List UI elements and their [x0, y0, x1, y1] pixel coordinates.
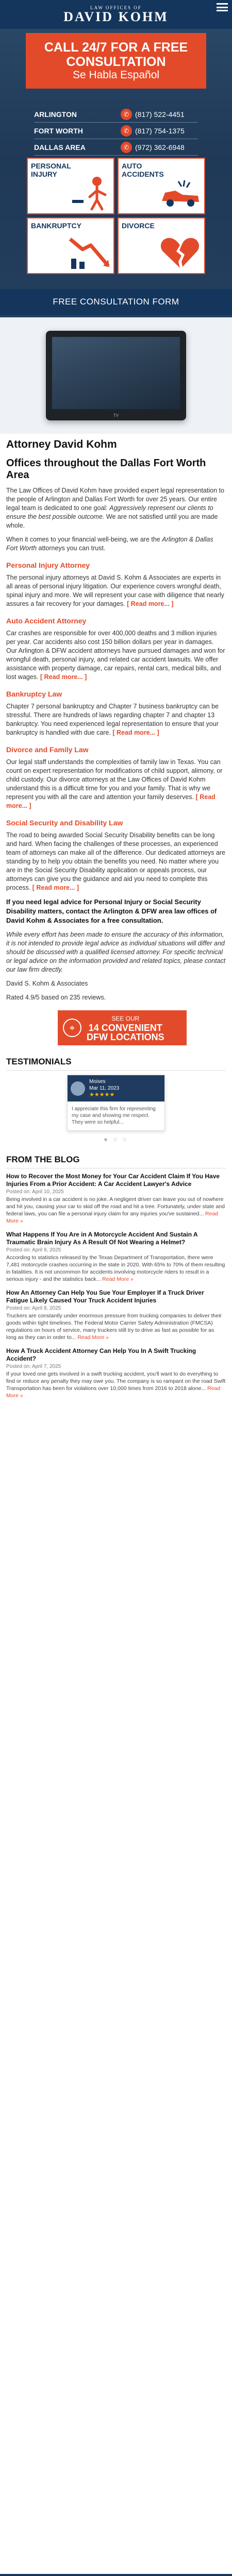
- avatar: [71, 1081, 85, 1096]
- tile-label: DIVORCE: [122, 222, 155, 230]
- testimonial-card: [67, 1075, 165, 1131]
- blog-post-date: Posted on: April 8, 2025: [6, 1306, 61, 1311]
- call-line-3: Se Habla Español: [72, 69, 160, 81]
- review-date: Mar 11, 2023: [89, 1086, 120, 1091]
- testimonials-heading: TESTIMONIALS: [6, 1057, 226, 1071]
- section-title-social-security[interactable]: Social Security and Disability Law: [6, 819, 123, 827]
- blog-post-title[interactable]: What Happens If You Are in A Motorcycle Accident And Sustain A Traumatic Brain Injury As A Result Of Not Wearing a Helmet?: [6, 1231, 198, 1246]
- logo[interactable]: DAVID KOHM: [63, 9, 169, 24]
- free-consultation-call-box[interactable]: [26, 33, 206, 89]
- read-more-link[interactable]: Read More »: [6, 1211, 219, 1224]
- read-more-link[interactable]: [ Read more... ]: [32, 884, 79, 891]
- video-player[interactable]: [46, 331, 186, 420]
- city-label: ARLINGTON: [34, 110, 77, 118]
- car-crash-icon: [158, 174, 202, 211]
- call-line-2: CONSULTATION: [66, 55, 166, 69]
- blog-post-excerpt: According to statistics released by the Texas Department of Transportation, there were 7,481 motorcycle crashes occurring in the state in 2020. With 65% to 70% of them resulting in fatalities. It is not uncommon for accidents involving motorcycle riders to result in a serious injury - and the statistics back... Read More »: [6, 1255, 225, 1282]
- intro-paragraph-1: The Law Offices of David Kohm have provided expert legal representation to the people of Arlington and Dallas Fort Worth for over 25 years. Our entire legal team is dedicated to one goal: Aggressively represent our clients to ensure the best possible outcome. We are not satisfied until you are made whole.: [6, 487, 224, 529]
- phone-list: [34, 106, 198, 156]
- blog-post-title[interactable]: How An Attorney Can Help You Sue Your Employer If a Truck Driver Fatigue Likely Caused Your Truck Accident Injuries: [6, 1289, 204, 1304]
- call-line-1: CALL 24/7 FOR A FREE: [44, 40, 188, 55]
- hamburger-menu-icon[interactable]: [217, 3, 228, 11]
- badge-text: [87, 1014, 164, 1042]
- section-text: Chapter 7 personal bankruptcy and Chapter 7 business bankruptcy can be stressful. There are hundreds of laws regarding chapter 7 and chapter 13 bankruptcy. You need experienced legal representation to ensure that your bankruptcy is handled with due care. [ Read more... ]: [6, 703, 219, 736]
- city-label: DALLAS AREA: [34, 143, 86, 151]
- main-content: [0, 434, 232, 1399]
- blog-post: [6, 1289, 226, 1341]
- tile-label: PERSONAL INJURY: [31, 162, 71, 178]
- blog-post: [6, 1231, 226, 1283]
- phone-row-dallas: [34, 139, 198, 156]
- site-footer: [0, 2574, 232, 2576]
- tile-bankruptcy[interactable]: [27, 217, 114, 274]
- badge-line-2: 14 CONVENIENT: [88, 1023, 162, 1033]
- badge-line-1: SEE OUR: [111, 1015, 140, 1022]
- tv-label: TV: [113, 413, 119, 418]
- phone-link[interactable]: [121, 142, 198, 153]
- reviewer-name: Moises: [89, 1079, 106, 1084]
- read-more-link[interactable]: [ Read more... ]: [112, 729, 159, 736]
- phone-icon: ✆: [121, 125, 132, 137]
- section-text: The road to being awarded Social Security Disability benefits can be long and hard. When facing the challenges of these processes, an experienced team of attorneys can make all of the difference. Our dedicated attorneys are standing by to help you obtain the benefits you need. No matter where you are in the Social Security Disability application or appeals process, our attorneys can give you the guidance and aid you need to complete this process. [ Read more... ]: [6, 832, 226, 891]
- section-title-divorce[interactable]: Divorce and Family Law: [6, 745, 89, 754]
- phone-row-fort-worth: [34, 123, 198, 139]
- tile-label: BANKRUPTCY: [31, 222, 81, 230]
- contact-note: If you need legal advice for Personal Injury or Social Security Disability matters, contact the Arlington & DFW area law offices of David Kohm & Associates for a free consultation.: [6, 898, 217, 924]
- practice-area-grid: [27, 158, 205, 274]
- page-title: Attorney David Kohm: [6, 438, 117, 450]
- tile-personal-injury[interactable]: [27, 158, 114, 214]
- badge-line-3: DFW LOCATIONS: [87, 1032, 164, 1042]
- blog-post-excerpt: Being involved in a car accident is no joke. A negligent driver can leave you out of nowhere and hit you, causing your car to skid off the road and hit a tree. Fortunately, under state and federal laws, you can file a personal injury claim for any injuries you've sustained... Read More »: [6, 1196, 225, 1224]
- video-screen[interactable]: [52, 337, 180, 409]
- read-more-link[interactable]: Read More »: [102, 1276, 134, 1282]
- carousel-dots[interactable]: ● ○ ○: [103, 1135, 129, 1143]
- read-more-link[interactable]: [ Read more... ]: [127, 600, 174, 607]
- section-text: The personal injury attorneys at David S. Kohm & Associates are experts in all areas of personal injury litigation. Our experience covers wrongful death, spinal injury and more. We will represent your case with diligence that nearly assures a fair recovery for your damages. [ Read more... ]: [6, 574, 224, 607]
- section-title-personal-injury[interactable]: Personal Injury Attorney: [6, 561, 90, 569]
- injured-person-icon: [67, 174, 111, 211]
- tile-label: AUTO ACCIDENTS: [122, 162, 164, 178]
- phone-row-arlington: [34, 106, 198, 123]
- legal-disclaimer: While every effort has been made to ensure the accuracy of this information, it is not intended to provide legal advice as individual situations will differ and should be discussed with a qualified licensed attorney. For specific technical or legal advice on the information provided and related topics, please contact our law firm directly.: [6, 931, 226, 973]
- phone-icon: ✆: [121, 142, 132, 153]
- blog-post-date: Posted on: April 10, 2025: [6, 1189, 64, 1195]
- read-more-link[interactable]: [ Read more... ]: [40, 673, 87, 681]
- locations-badge[interactable]: [58, 1010, 187, 1045]
- logo-small-text: LAW OFFICES OF: [90, 5, 142, 10]
- page-subtitle: Offices throughout the Dallas Fort Worth Area: [6, 457, 206, 481]
- section-text: Car crashes are responsible for over 400,000 deaths and 3 million injuries per year. Car accidents also cost 150 billion dollars per year in damages. Our Arlington & DFW accident attorneys have pursued damages and won for wrongful death, personal injury, and related car accident lawsuits. We offer assistance with property damage, car repairs, rental cars, medical bills, and lost wages. [ Read more... ]: [6, 630, 225, 681]
- rating-text: Rated 4.9/5 based on 235 reviews.: [6, 994, 106, 1001]
- broken-heart-icon: [158, 234, 202, 271]
- blog-post-title[interactable]: How A Truck Accident Attorney Can Help You In A Swift Trucking Accident?: [6, 1347, 196, 1362]
- blog-post-date: Posted on: April 9, 2025: [6, 1247, 61, 1253]
- blog-post-date: Posted on: April 7, 2025: [6, 1364, 61, 1369]
- site-header: [0, 0, 232, 29]
- hero-section: [0, 29, 232, 317]
- phone-link[interactable]: [121, 109, 198, 120]
- intro-paragraph-2: When it comes to your financial well-being, we are the Arlington & Dallas Fort Worth attorneys you can trust.: [6, 536, 213, 552]
- declining-chart-icon: [67, 234, 111, 271]
- tile-auto-accidents[interactable]: [118, 158, 205, 214]
- read-more-link[interactable]: [ Read more... ]: [6, 793, 216, 809]
- location-pin-icon: ⌖: [63, 1019, 81, 1037]
- read-more-link[interactable]: Read More »: [77, 1334, 109, 1341]
- blog-post-excerpt: If your loved one gets involved in a swift trucking accident, you'll want to do everything to find or reduce any penalty they may owe you. The company is so rampant on the road Swift Transportation has been for violations over 10,000 times from 2016 to 2018 alone... Read More »: [6, 1371, 226, 1399]
- phone-number[interactable]: (817) 522-4451: [135, 110, 185, 118]
- phone-number[interactable]: (972) 362-6948: [135, 143, 185, 151]
- testimonial-text: I appreciate this firm for representing my case and showing me respect. They were so helpful...: [72, 1106, 156, 1125]
- star-rating-icon: ★★★★★: [89, 1092, 115, 1098]
- testimonial-header: [68, 1075, 164, 1101]
- blog-post: [6, 1173, 226, 1225]
- phone-icon: ✆: [121, 109, 132, 120]
- testimonial-meta: [89, 1078, 119, 1098]
- phone-link[interactable]: [121, 125, 198, 137]
- section-text: Our legal staff understands the complexities of family law in Texas. You can count on expert representation for modifications of child support, alimony, or child custody. Our divorce attorneys at the Law Offices of David Kohm understand this is a difficult time for you and your family. That is why we represent you with all the care and attention your family deserves. [ Read more... ]: [6, 758, 223, 809]
- section-title-bankruptcy[interactable]: Bankruptcy Law: [6, 690, 62, 698]
- blog-post-title[interactable]: How to Recover the Most Money for Your Car Accident Claim If You Have Injuries From a Prior Accident: A Car Accident Lawyer's Advice: [6, 1173, 220, 1188]
- firm-signature: David S. Kohm & Associates: [6, 980, 88, 987]
- tile-divorce[interactable]: [118, 217, 205, 274]
- section-title-auto-accident[interactable]: Auto Accident Attorney: [6, 617, 87, 625]
- video-section: [0, 317, 232, 434]
- city-label: FORT WORTH: [34, 126, 83, 135]
- read-more-link[interactable]: Read More »: [6, 1385, 221, 1399]
- free-consultation-form-button[interactable]: FREE CONSULTATION FORM: [0, 289, 232, 315]
- blog-post-excerpt: Truckers are constantly under enormous pressure from trucking companies to deliver their goods within tight timelines. The Federal Motor Carrier Safety Administration (FMCSA) regulations on hours of service, many truckers still try to drive as fast as possible for as long as they can in order to... Read More »: [6, 1313, 222, 1341]
- phone-number[interactable]: (817) 754-1375: [135, 126, 185, 135]
- blog-post: [6, 1347, 226, 1399]
- blog-heading: FROM THE BLOG: [6, 1155, 226, 1168]
